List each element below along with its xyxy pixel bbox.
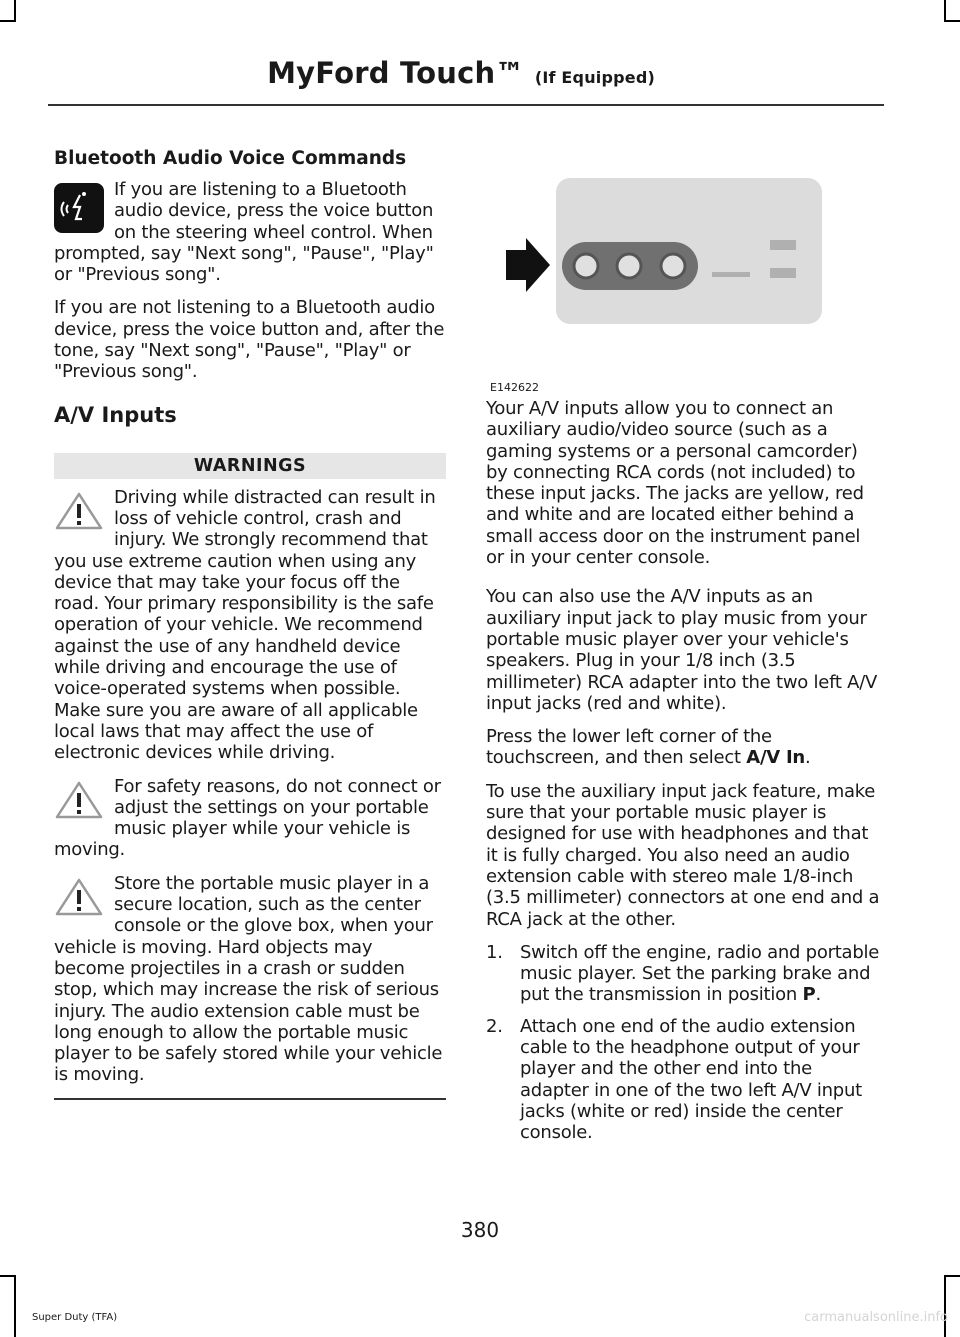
crop-mark bbox=[0, 1275, 16, 1277]
header-divider bbox=[48, 104, 884, 106]
step-text: Attach one end of the audio extension cable to the headphone output of your player and the other end into the adapter in one of the two left A/V input jacks (white or red) inside the center console. bbox=[520, 1015, 862, 1144]
crop-mark bbox=[944, 0, 946, 20]
warning-triangle-icon bbox=[54, 780, 104, 820]
crop-mark bbox=[14, 1277, 16, 1337]
av-jacks-figure bbox=[486, 140, 880, 398]
crop-mark bbox=[14, 0, 16, 20]
bluetooth-text-1: If you are listening to a Bluetooth audio device, press the voice button on the steering wheel control. When prompted, say "Next song", "Pause", "Play" or "Previous song". bbox=[54, 179, 434, 286]
step-number: 2. bbox=[486, 1015, 503, 1037]
av-paragraph-3-end: . bbox=[805, 747, 811, 769]
header-title-text: MyFord Touch™ bbox=[267, 56, 525, 90]
voice-button-icon bbox=[54, 183, 104, 233]
steps-list bbox=[486, 942, 880, 1144]
av-paragraph-2: You can also use the A/V inputs as an auxiliary input jack to play music from your portable music player over your vehicle's speakers. Plug in your 1/8 inch (3.5 millimeter) RCA adapter into the two left A/V input jacks (red and white). bbox=[486, 586, 878, 714]
right-column bbox=[486, 140, 880, 1154]
step-text: Switch off the engine, radio and portable music player. Set the parking brake and put the transmission in position bbox=[520, 941, 880, 1006]
page-number: 380 bbox=[460, 1218, 500, 1242]
warning-triangle-icon bbox=[54, 491, 104, 531]
crop-mark bbox=[0, 20, 16, 22]
warning-item bbox=[54, 487, 446, 764]
warning-triangle-icon bbox=[54, 877, 104, 917]
list-item bbox=[486, 942, 880, 1006]
crop-mark bbox=[944, 1275, 960, 1277]
av-paragraph-3 bbox=[486, 726, 880, 769]
watermark: carmanualsonline.info bbox=[804, 1310, 948, 1325]
av-paragraph-4: To use the auxiliary input jack feature, make sure that your portable music player is designed for use with headphones and that it is fully charged. You also need an audio extension cable with stereo male 1/8-inch (3.5 millimeter) connectors at one end and a RCA jack at the other. bbox=[486, 780, 880, 930]
footer-model: Super Duty (TFA) bbox=[32, 1312, 118, 1323]
warning-item bbox=[54, 776, 446, 861]
warning-item bbox=[54, 873, 446, 1086]
step-bold: P bbox=[802, 984, 816, 1006]
crop-mark bbox=[944, 20, 960, 22]
step-number: 1. bbox=[486, 941, 503, 963]
av-in-label: A/V In bbox=[746, 747, 805, 769]
warning-text-2: For safety reasons, do not connect or adjust the settings on your portable music player while your vehicle is moving. bbox=[54, 775, 441, 861]
header-subtitle: (If Equipped) bbox=[534, 68, 655, 87]
warnings-end-rule bbox=[54, 1098, 446, 1100]
av-inputs-heading: A/V Inputs bbox=[54, 402, 177, 427]
av-paragraph-1: Your A/V inputs allow you to connect an auxiliary audio/video source (such as a gaming systems or a personal camcorder) by connecting RCA cords (not included) to these input jacks. The jacks are yellow, red and white and are located either behind a small access door on the instrument panel or in your center console. bbox=[486, 398, 864, 569]
step-end: . bbox=[815, 984, 821, 1006]
crop-mark bbox=[944, 1277, 946, 1337]
bluetooth-heading: Bluetooth Audio Voice Commands bbox=[54, 148, 407, 169]
left-column bbox=[54, 140, 446, 1100]
figure-code: E142622 bbox=[490, 381, 539, 394]
warnings-banner: WARNINGS bbox=[54, 453, 446, 479]
bluetooth-text-2: If you are not listening to a Bluetooth audio device, press the voice button and, after the tone, say "Next song", "Pause", "Play" or "Previous song". bbox=[54, 297, 445, 383]
bluetooth-paragraph-1 bbox=[54, 179, 446, 285]
warning-text-1: Driving while distracted can result in loss of vehicle control, crash and injury. We strongly recommend that you use extreme caution when using any device that may take your focus off the road. Your primary responsibility is the safe operation of your vehicle. We recommend against the use of any handheld device while driving and encourage the use of voice-operated systems when possible. Make sure you are aware of all applicable local laws that may affect the use of electronic devices while driving. bbox=[54, 486, 436, 764]
av-paragraph-3-text: Press the lower left corner of the touchscreen, and then select bbox=[486, 726, 772, 769]
warning-text-3: Store the portable music player in a secure location, such as the center console or the glove box, when your vehicle is moving. Hard objects may become projectiles in a crash or sudden stop, which may increase the risk of serious injury. The audio extension cable must be long enough to allow the portable music player to be safely stored while your vehicle is moving. bbox=[54, 872, 443, 1086]
av-jacks-illustration bbox=[486, 140, 880, 398]
list-item bbox=[486, 1016, 880, 1144]
page-header-title bbox=[267, 56, 655, 90]
